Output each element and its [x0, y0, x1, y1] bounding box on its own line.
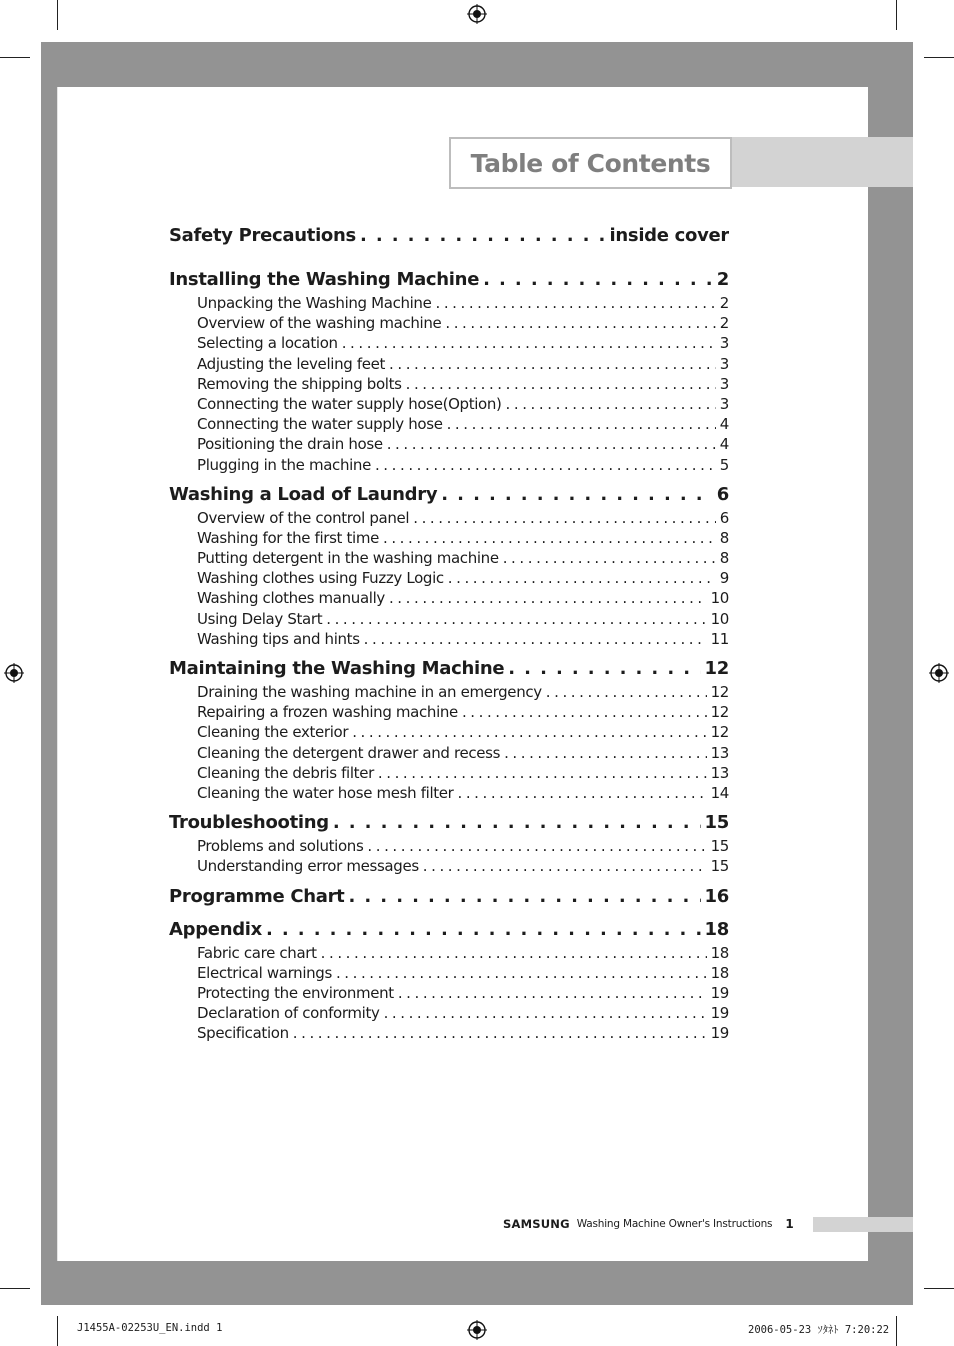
toc-section — [169, 809, 729, 876]
toc-entry[interactable] — [169, 528, 729, 548]
toc-entry-title: Cleaning the debris filter — [197, 763, 374, 782]
toc-entry[interactable] — [169, 588, 729, 608]
title-box — [449, 137, 732, 189]
inner-edge-line — [57, 87, 58, 1261]
toc-section-heading[interactable] — [169, 916, 729, 943]
toc-heading-page: inside cover — [609, 225, 729, 246]
dot-leader — [333, 809, 701, 836]
toc-entry-title: Overview of the control panel — [197, 508, 410, 527]
dot-leader — [398, 983, 707, 1003]
registration-mark-icon — [467, 1320, 487, 1340]
crop-mark — [0, 1288, 30, 1289]
toc-section-heading[interactable] — [169, 222, 729, 249]
toc-entry-title: Cleaning the detergent drawer and recess — [197, 743, 501, 762]
registration-mark-icon — [4, 663, 24, 683]
crop-mark — [924, 1288, 954, 1289]
toc-entry-title: Selecting a location — [197, 334, 338, 353]
toc-entry[interactable] — [169, 722, 729, 742]
toc-entry-page: 15 — [710, 857, 729, 876]
toc-entry-page: 9 — [719, 569, 729, 588]
toc-section — [169, 266, 729, 475]
toc-entry-page: 3 — [719, 334, 729, 353]
toc-heading-title: Appendix — [169, 918, 262, 940]
toc-entry-title: Repairing a frozen washing machine — [197, 703, 458, 722]
toc-heading-page: 6 — [716, 483, 729, 505]
toc-entry-title: Washing clothes using Fuzzy Logic — [197, 569, 444, 588]
dot-leader — [383, 528, 716, 548]
dot-leader — [445, 313, 715, 333]
left-frame-band — [41, 42, 57, 1305]
page-footer — [503, 1214, 794, 1234]
toc-entry-page: 2 — [719, 314, 729, 333]
dot-leader — [375, 455, 716, 475]
toc-section — [169, 481, 729, 649]
toc-entry-title: Fabric care chart — [197, 943, 317, 962]
toc-entry[interactable] — [169, 1023, 729, 1043]
toc-entry[interactable] — [169, 313, 729, 333]
toc-entry-page: 2 — [719, 294, 729, 312]
toc-section-heading[interactable] — [169, 883, 729, 910]
toc-entry[interactable] — [169, 374, 729, 394]
toc-heading-page: 15 — [704, 812, 729, 834]
toc-entry-title: Specification — [197, 1024, 289, 1043]
dot-leader — [448, 568, 716, 588]
toc-entry-title: Plugging in the machine — [197, 455, 371, 474]
dot-leader — [266, 916, 701, 943]
dot-leader — [406, 374, 716, 394]
dot-leader — [293, 1023, 707, 1043]
toc-entry[interactable] — [169, 836, 729, 856]
dot-leader — [458, 783, 707, 803]
toc-entry-page: 19 — [710, 1024, 729, 1043]
toc-entry[interactable] — [169, 983, 729, 1003]
toc-entry-page: 12 — [710, 703, 729, 722]
toc-entry[interactable] — [169, 609, 729, 629]
registration-mark-icon — [929, 663, 949, 683]
toc-entry-page: 13 — [710, 743, 729, 762]
toc-entry[interactable] — [169, 1003, 729, 1023]
toc-entry-page: 10 — [710, 589, 729, 608]
toc-heading-page: 2 — [716, 269, 729, 290]
toc-entry-page: 19 — [710, 983, 729, 1002]
toc-entry-page: 10 — [710, 609, 729, 628]
toc-entry[interactable] — [169, 508, 729, 528]
page-title: Table of Contents — [470, 148, 711, 178]
toc-entry-title: Washing tips and hints — [197, 629, 360, 648]
toc-entry-page: 12 — [710, 723, 729, 742]
toc-entry-title: Problems and solutions — [197, 837, 364, 856]
top-frame-band — [41, 42, 913, 87]
dot-leader — [447, 414, 716, 434]
toc-section-heading[interactable] — [169, 266, 729, 293]
toc-entry-page: 8 — [719, 549, 729, 568]
toc-entry[interactable] — [169, 568, 729, 588]
dot-leader — [435, 293, 715, 313]
toc-entry[interactable] — [169, 455, 729, 475]
dot-leader — [506, 394, 716, 414]
toc-entry-title: Cleaning the water hose mesh filter — [197, 783, 454, 802]
toc-entry[interactable] — [169, 548, 729, 568]
toc-entry-title: Adjusting the leveling feet — [197, 354, 386, 373]
toc-entry-page: 8 — [719, 528, 729, 547]
dot-leader — [384, 1003, 707, 1023]
toc-entry[interactable] — [169, 629, 729, 649]
dot-leader — [326, 609, 706, 629]
crop-mark — [924, 57, 954, 58]
toc-entry-title: Positioning the drain hose — [197, 435, 383, 454]
dot-leader — [336, 963, 707, 983]
toc-entry-page: 4 — [719, 435, 729, 454]
dot-leader — [364, 629, 707, 649]
toc-section — [169, 916, 729, 1044]
toc-entry-title: Removing the shipping bolts — [197, 374, 402, 393]
toc-entry-page: 3 — [719, 394, 729, 413]
toc-entry-title: Protecting the environment — [197, 983, 394, 1002]
toc-entry-page: 12 — [710, 683, 729, 701]
registration-mark-icon — [467, 4, 487, 24]
crop-mark — [0, 57, 30, 58]
toc-section-heading[interactable] — [169, 481, 729, 508]
toc-entry-page: 14 — [710, 783, 729, 802]
title-side-band — [730, 137, 913, 187]
dot-leader — [387, 434, 716, 454]
toc-entry-page: 5 — [719, 455, 729, 474]
dot-leader — [321, 943, 707, 963]
crop-mark — [57, 1316, 58, 1346]
toc-heading-title: Programme Chart — [169, 885, 345, 907]
toc-entry[interactable] — [169, 414, 729, 434]
dot-leader — [423, 856, 707, 876]
section-spacer — [169, 1043, 729, 1049]
toc-entry-page: 18 — [710, 963, 729, 982]
footer-description: Washing Machine Owner's Instructions — [576, 1218, 773, 1230]
page-number: 1 — [785, 1217, 794, 1231]
dot-leader — [483, 266, 713, 293]
toc-entry-title: Putting detergent in the washing machine — [197, 549, 499, 568]
bottom-frame-band — [41, 1261, 913, 1305]
toc-entry[interactable] — [169, 702, 729, 722]
toc-heading-title: Safety Precautions — [169, 225, 356, 246]
toc-entry-title: Cleaning the exterior — [197, 723, 349, 742]
dot-leader — [360, 222, 606, 249]
toc-entry[interactable] — [169, 783, 729, 803]
crop-mark — [57, 0, 58, 30]
dot-leader — [462, 702, 707, 722]
toc-entry-title: Overview of the washing machine — [197, 314, 442, 333]
toc-entry-title: Declaration of conformity — [197, 1004, 380, 1023]
print-file-slug: J1455A-02253U_EN.indd 1 — [77, 1322, 223, 1334]
crop-mark — [896, 1316, 897, 1346]
toc-entry[interactable] — [169, 394, 729, 414]
toc-entry-page: 3 — [719, 354, 729, 373]
toc-section-heading[interactable] — [169, 655, 729, 682]
toc-section-heading[interactable] — [169, 809, 729, 836]
toc-heading-title: Maintaining the Washing Machine — [169, 658, 505, 679]
toc-entry-page: 6 — [719, 508, 729, 527]
brand-name: SAMSUNG — [503, 1217, 570, 1231]
print-timestamp: 2006-05-23 ｿﾀﾈﾄ 7:20:22 — [748, 1324, 890, 1336]
toc-heading-title: Washing a Load of Laundry — [169, 483, 438, 505]
toc-section — [169, 655, 729, 803]
table-of-contents — [169, 222, 729, 1049]
toc-entry[interactable] — [169, 743, 729, 763]
toc-entry[interactable] — [169, 943, 729, 963]
toc-entry-title: Draining the washing machine in an emergency — [197, 683, 542, 701]
toc-entry-title: Connecting the water supply hose(Option) — [197, 394, 502, 413]
toc-entry[interactable] — [169, 354, 729, 374]
toc-entry-page: 13 — [710, 763, 729, 782]
dot-leader — [342, 333, 716, 353]
dot-leader — [367, 836, 706, 856]
toc-entry-title: Connecting the water supply hose — [197, 415, 443, 434]
toc-entry-page: 4 — [719, 415, 729, 434]
toc-entry-title: Washing clothes manually — [197, 589, 385, 608]
toc-entry[interactable] — [169, 434, 729, 454]
toc-entry-title: Using Delay Start — [197, 609, 323, 628]
toc-entry-title: Washing for the first time — [197, 528, 379, 547]
dot-leader — [441, 481, 712, 508]
toc-entry[interactable] — [169, 963, 729, 983]
section-spacer — [169, 249, 729, 266]
toc-entry[interactable] — [169, 293, 729, 313]
toc-heading-page: 16 — [704, 885, 729, 907]
toc-heading-title: Installing the Washing Machine — [169, 269, 480, 290]
right-frame-band — [868, 42, 913, 1305]
toc-entry-page: 18 — [710, 943, 729, 962]
dot-leader — [546, 682, 707, 702]
toc-entry[interactable] — [169, 682, 729, 702]
dot-leader — [352, 722, 706, 742]
toc-entry[interactable] — [169, 333, 729, 353]
toc-entry-page: 3 — [719, 374, 729, 393]
toc-entry-page: 15 — [710, 837, 729, 856]
toc-heading-page: 18 — [704, 918, 729, 940]
toc-entry[interactable] — [169, 856, 729, 876]
dot-leader — [503, 548, 716, 568]
dot-leader — [389, 354, 716, 374]
toc-section — [169, 222, 729, 249]
crop-mark — [896, 0, 897, 30]
toc-entry-title: Unpacking the Washing Machine — [197, 294, 432, 312]
toc-entry[interactable] — [169, 763, 729, 783]
toc-entry-title: Understanding error messages — [197, 857, 419, 876]
dot-leader — [378, 763, 707, 783]
footer-band — [813, 1217, 913, 1232]
toc-heading-title: Troubleshooting — [169, 812, 329, 834]
dot-leader — [504, 743, 707, 763]
toc-heading-page: 12 — [704, 658, 729, 679]
toc-section — [169, 883, 729, 910]
dot-leader — [413, 508, 716, 528]
dot-leader — [389, 588, 707, 608]
dot-leader — [348, 883, 700, 910]
toc-entry-title: Electrical warnings — [197, 963, 332, 982]
dot-leader — [508, 655, 700, 682]
toc-entry-page: 11 — [710, 629, 729, 648]
toc-entry-page: 19 — [710, 1004, 729, 1023]
